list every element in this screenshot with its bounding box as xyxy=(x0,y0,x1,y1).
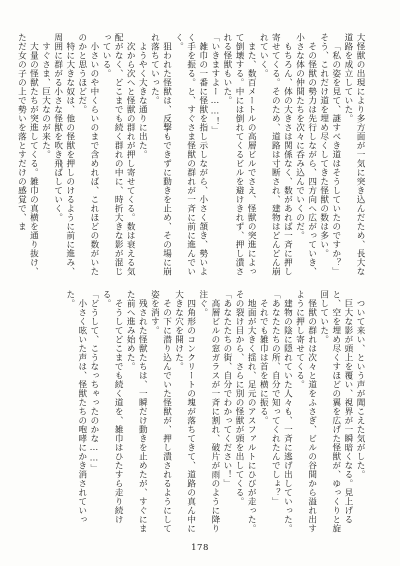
paragraph: 狙われた怪獣は、反撃もできずに動きを止め、その場に崩れ落ちていった。 xyxy=(149,33,172,276)
paragraph: そうしてどこまでも続く道を、雑巾はひたすら走り続ける。 xyxy=(101,290,124,524)
dialogue-line: 「どうして、こうなっちゃったのかな……」 xyxy=(88,290,99,473)
paragraph: 雑巾の一番に怪獣を指し示しながら、小さく頷き、勢いよく手を振る。と、すぐさま怪獣の群れが一斉に前に進んでいく。 xyxy=(173,33,208,276)
paragraph: 高層ビルの窓ガラスが一斉に割れ、破片が雨のように降り注ぐ。 xyxy=(197,290,220,533)
paragraph: 「私の姿を見て、謎すべき道はそうしていたのですか？」そう、これだけ道を埋め尽くしてきた怪獣の数は多い。 xyxy=(318,33,341,276)
paragraph: 怪獣の群れは次々と道をふさぎ、ビルの谷間から溢れ出すように押し寄せてくる。 xyxy=(294,290,317,533)
paragraph: 地面が大きく揺れ、足元のアスファルトにひびが走った。その裂け目から、さらに別の怪獣が頭を出してくる。 xyxy=(234,290,257,533)
paragraph: もちろん、体の大きさは関係なく、数があれば一斉に押し寄せてくる。そのため、道路は寸断され、建物はどんどん崩れていく。 xyxy=(258,33,293,276)
dialogue-line: 「いきますよー……！」 xyxy=(209,33,220,135)
page-number: 178 xyxy=(191,543,209,553)
paragraph: すぐさま、巨大なのが来た。 xyxy=(40,41,51,159)
paragraph: 特に大きな奴は、他の怪獣を押しのけるように前に進み、周囲に群がる小さな怪獣を吹き飛ばしていく。 xyxy=(52,33,75,276)
paragraph: 建物の陰に隠れていた人々も、一斉に逃げ出していった。 xyxy=(282,298,293,533)
dialogue-line: 「あなたたちの街、自分でわかってください！」 xyxy=(221,290,232,488)
paragraph: その怪獣の勢力は先行しながら、四方向へ広がっていき、小さな体の仲間たちを次々に呑み込んでいくのだ。 xyxy=(294,33,317,276)
paragraph: 大怪獣の出現により多方面が一気に突き込んだため、長大な道路を成立していた。 xyxy=(342,33,365,276)
paragraph: その下に潜り込んでいた怪獣が、押し潰されるようにして姿を消す。 xyxy=(149,290,172,533)
paragraph: 巨大な影が頭上を覆い、視界が一瞬暗くなる。見上げると、空を埋め尽くすほどの翼を広げた怪獣が、ゆっくりと旋回していた。 xyxy=(318,290,353,533)
paragraph: また、数百メートルの高層ビルでさえ、怪獣の突進によって倒壊する。中には倒れてくるビルを避けきれず、押し潰される怪獣もいた。 xyxy=(221,33,257,276)
dialogue-line: 「あなたたちの所、自分で知ってくれたんでしょ？」 xyxy=(270,290,281,506)
paragraph: 残された怪獣たちは、一瞬だけ動きを止めたが、すぐにまた前へ進み始めた。 xyxy=(125,290,148,533)
text-block-bottom xyxy=(32,290,366,533)
paragraph: 小さく呟いた声は、怪獣たちの咆哮にかき消されていった。 xyxy=(64,290,87,524)
paragraph: それでも雑巾は首を横に振る。 xyxy=(258,298,269,425)
paragraph: 小さいのや中くらいのまで含めれば、これほどの数がいたのかと思うほどだ。 xyxy=(76,33,99,276)
paragraph: 四角形のコンクリートの塊が落ちてきて、道路の真ん中に大きな穴を開けた。 xyxy=(173,290,196,533)
paragraph: ついて来い、という声が聞こえた気がした。 xyxy=(355,298,365,479)
paragraph: 次から次へと怪獣の群れが押し寄せてくる。数は衰える気配がなく、どこまでも続く群れの中に、時折大きな影が混じっている。 xyxy=(101,33,136,276)
paragraph: 大量の怪獣たちが突進してくる。雑巾の真横を通り抜け、ただ女の子の上で勢いを落とすだけの感覚で、ま xyxy=(16,33,39,276)
paragraph: ようやく大きな通りに出た。 xyxy=(137,41,148,159)
text-block-top xyxy=(16,33,366,276)
